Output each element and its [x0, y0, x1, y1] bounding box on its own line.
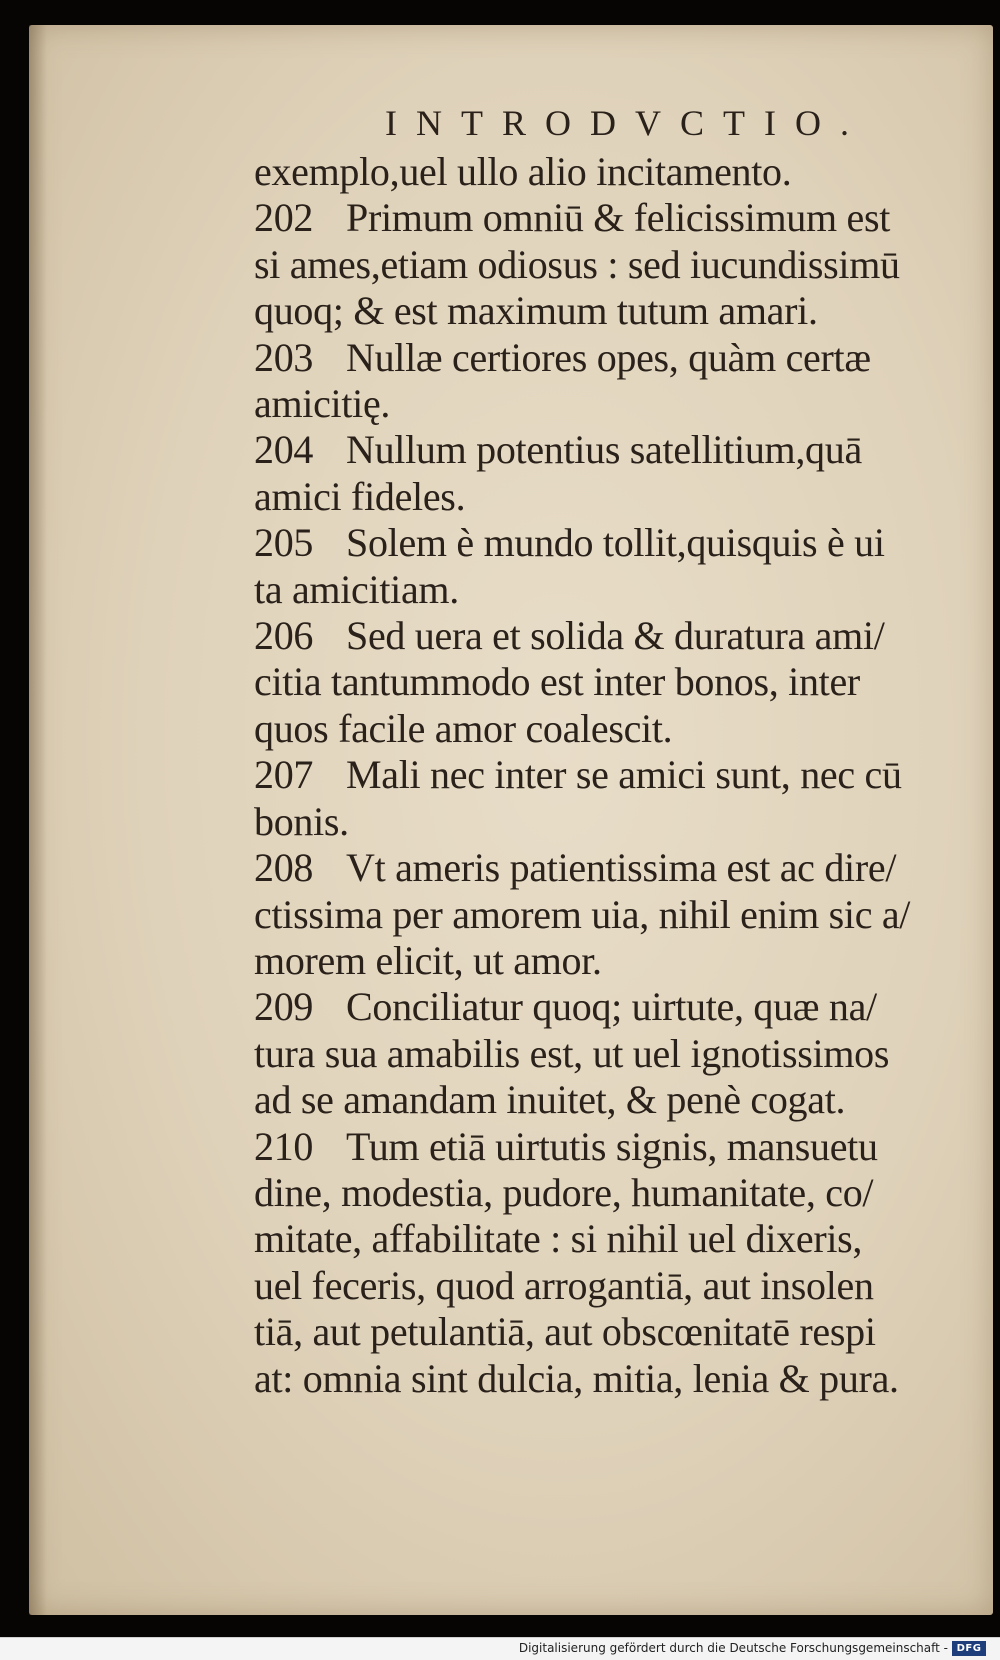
- dfg-logo: DFG: [952, 1641, 986, 1656]
- entry-number: 210: [254, 1123, 314, 1169]
- line-text: amicitię.: [254, 381, 391, 427]
- page-gutter-shadow: [29, 25, 47, 1615]
- entry-number: 206: [254, 613, 314, 659]
- line-text: Conciliatur quoq; uirtute, quæ na/: [346, 984, 877, 1030]
- line-text: ad se amandam inuitet, & penè cogat.: [254, 1077, 846, 1123]
- line-text: si ames,etiam odiosus : sed iucundissimū: [254, 241, 900, 287]
- text-line: [254, 938, 989, 984]
- line-text: at: omnia sint dulcia, mitia, lenia & pura.: [254, 1355, 899, 1401]
- footer-strip: [0, 1637, 1000, 1660]
- entry-first-line: [254, 195, 989, 241]
- text-line: [254, 1263, 989, 1309]
- text-line: [254, 799, 989, 845]
- line-text: Tum etiā uirtutis signis, mansuetu: [346, 1123, 878, 1169]
- line-text: amici fideles.: [254, 473, 466, 519]
- text-line: [254, 706, 989, 752]
- line-text: tiā, aut petulantiā, aut obscœnitatē respi: [254, 1309, 876, 1355]
- line-text: Nullæ certiores opes, quàm certæ: [346, 334, 871, 380]
- text-line: [254, 1170, 989, 1216]
- line-text: ta amicitiam.: [254, 566, 459, 612]
- entry-first-line: [254, 613, 989, 659]
- book-page: [29, 25, 993, 1615]
- entry-number: 204: [254, 427, 314, 473]
- line-text: mitate, affabilitate : si nihil uel dixeris,: [254, 1216, 863, 1262]
- line-text: Vt ameris patientissima est ac dire/: [346, 845, 897, 891]
- entry-number: 203: [254, 334, 314, 380]
- text-line: [254, 1309, 989, 1355]
- line-text: ctissima per amorem uia, nihil enim sic a/: [254, 891, 911, 937]
- text-line: [254, 288, 989, 334]
- text-line: [254, 381, 989, 427]
- line-text: Nullum potentius satellitium,quā: [346, 427, 862, 473]
- text-line: [254, 892, 989, 938]
- line-text: Primum omniū & felicissimum est: [346, 195, 891, 241]
- text-line: [254, 567, 989, 613]
- line-text: Mali nec inter se amici sunt, nec cū: [346, 752, 902, 798]
- entry-first-line: [254, 427, 989, 473]
- entry-first-line: [254, 984, 989, 1030]
- line-text: dine, modestia, pudore, humanitate, co/: [254, 1169, 874, 1215]
- line-text: exemplo,uel ullo alio incitamento.: [254, 149, 792, 194]
- line-text: morem elicit, ut amor.: [254, 937, 602, 983]
- text-line: [254, 1031, 989, 1077]
- line-text: citia tantummodo est inter bonos, inter: [254, 659, 860, 705]
- line-text: uel feceris, quod arrogantiā, aut insolen: [254, 1262, 874, 1308]
- line-text: bonis.: [254, 798, 349, 844]
- funding-credit: Digitalisierung gefördert durch die Deutsche Forschungsgemeinschaft -: [518, 1641, 948, 1655]
- entry-first-line: [254, 845, 989, 891]
- line-text: quoq; & est maximum tutum amari.: [254, 288, 818, 334]
- entry-number: 205: [254, 520, 314, 566]
- text-line: [254, 474, 989, 520]
- text-line: [254, 1356, 989, 1402]
- line-text: Solem è mundo tollit,quisquis è ui: [346, 520, 885, 566]
- entry-number: 208: [254, 845, 314, 891]
- entry-first-line: [254, 1124, 989, 1170]
- text-line: [254, 1077, 989, 1123]
- entry-first-line: [254, 335, 989, 381]
- entry-number: 209: [254, 984, 314, 1030]
- entry-number: 202: [254, 195, 314, 241]
- entry-first-line: [254, 752, 989, 798]
- line-text: tura sua amabilis est, ut uel ignotissimos: [254, 1030, 890, 1076]
- text-line: [254, 1216, 989, 1262]
- running-head: INTRODVCTIO.: [385, 103, 868, 143]
- entry-number: 207: [254, 752, 314, 798]
- entry-first-line: [254, 520, 989, 566]
- text-line: [254, 659, 989, 705]
- text-line: [254, 149, 989, 195]
- text-lines: [254, 149, 989, 1402]
- line-text: Sed uera et solida & duratura ami/: [346, 613, 885, 659]
- text-line: [254, 242, 989, 288]
- line-text: quos facile amor coalescit.: [254, 705, 673, 751]
- text-block: [254, 97, 989, 1402]
